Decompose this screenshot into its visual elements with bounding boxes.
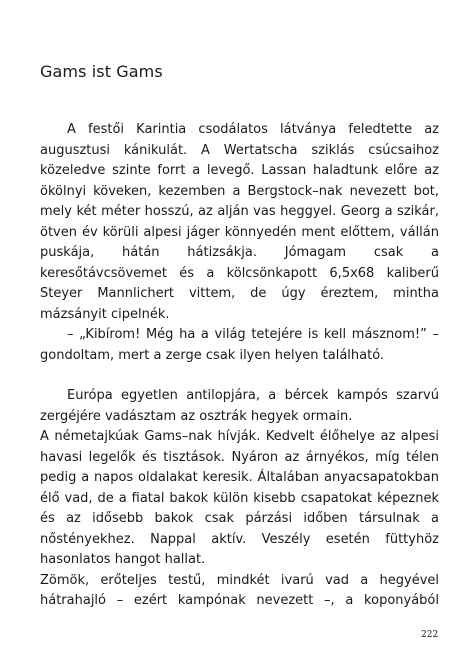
text-line: Steyer Mannlichert vittem, de úgy éreztem, mintha — [40, 286, 439, 301]
text-line: hátrahajló – ezért kampónak nevezett –, a koponyából — [40, 593, 439, 608]
paragraph-gap — [40, 366, 439, 386]
text-line: puskája, hátán hátizsákja. Jómagam csak a — [40, 245, 439, 260]
text-line: és az idősebb bakok csak párzási időben társulnak a — [40, 511, 439, 526]
text-line: mely két méter hosszú, az alján vas heggyel. Georg a szikár, — [40, 204, 439, 219]
document-body — [40, 120, 439, 612]
text-line: keresőtávcsövemet és a kölcsönkapott 6,5x68 kaliberű — [40, 265, 439, 281]
page-number: 222 — [421, 630, 439, 640]
text-line: A németajkúak Gams–nak hívják. Kedvelt élőhelye az alpesi — [40, 429, 439, 444]
text-line: augusztusi kánikulát. A Wertatscha sziklás csúcsaihoz — [40, 142, 439, 158]
text-line: A festői Karintia csodálatos látványa feledtette az — [67, 122, 439, 137]
text-line: mázsányit cipelnék. — [40, 306, 170, 322]
text-line: ökölnyi köveken, kezemben a Bergstock–nak nevezett bot, — [40, 183, 439, 199]
text-line: – „Kibírom! Még ha a világ tetejére is kell másznom!” – — [67, 327, 439, 342]
document-title: Gams ist Gams — [40, 62, 163, 81]
text-line: gondoltam, mert a zerge csak ilyen helyen található. — [40, 347, 385, 363]
text-line: havasi legelők és tisztások. Nyáron az árnyékos, míg télen — [40, 449, 439, 465]
text-line: Zömök, erőteljes testű, mindkét ivarú vad a hegyével — [40, 572, 439, 588]
text-line: ötven év körüli alpesi jáger könnyedén ment előttem, vállán — [40, 224, 439, 240]
text-line: hasonlatos hangot hallat. — [40, 552, 206, 567]
text-line: élő vad, de a fiatal bakok külön kisebb csapatokat képeznek — [40, 490, 439, 506]
text-line: zergéjére vadásztam az osztrák hegyek ormain. — [40, 408, 353, 424]
text-line: pedig a napos oldalakat keresik. Általában anyacsapatokban — [40, 470, 439, 485]
text-line: nőstényekhez. Nappal aktív. Veszély esetén füttyhöz — [40, 531, 439, 547]
text-line: Európa egyetlen antilopjára, a bércek kampós szarvú — [67, 388, 439, 403]
text-line: közeledve szinte forrt a levegő. Lassan haladtunk előre az — [40, 163, 439, 178]
